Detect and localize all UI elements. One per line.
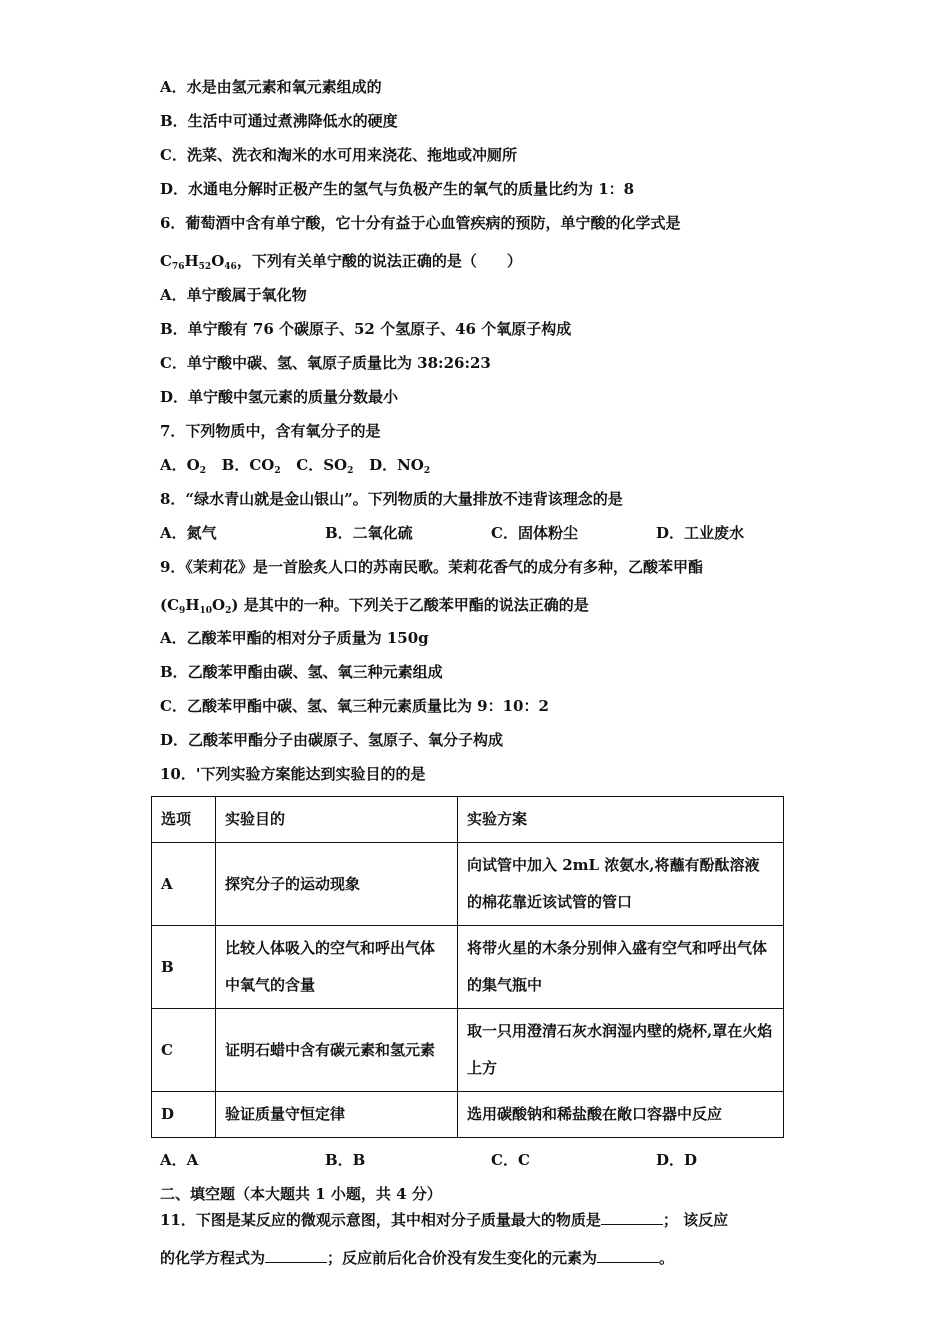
q10-options [160, 1150, 800, 1170]
q8-option-a: A．氮气 [160, 524, 217, 542]
q7-options [160, 455, 430, 475]
table-cell: B [152, 926, 216, 1009]
q10-option-a: A．A [160, 1151, 199, 1169]
table-cell: 探究分子的运动现象 [216, 843, 458, 926]
answer-blank-1[interactable] [601, 1210, 663, 1225]
q11-line-2: 的化学方程式为 ；反应前后化合价没有发生变化的元素为 。 [160, 1249, 675, 1267]
q9-option-b: B．乙酸苯甲酯由碳、氢、氧三种元素组成 [160, 663, 443, 681]
q5-option-d: D．水通电分解时正极产生的氢气与负极产生的氧气的质量比约为 1：8 [160, 180, 635, 198]
q7-option-c: C．$SO_2$ [296, 456, 354, 476]
answer-blank-3[interactable] [597, 1248, 659, 1263]
answer-blank-2[interactable] [265, 1248, 327, 1263]
section-title: 二、填空题（本大题共 1 小题，共 4 分） [160, 1185, 442, 1203]
table-header-cell: 选项 [152, 797, 216, 843]
q6-stem: 6．葡萄酒中含有单宁酸，它十分有益于心血管疾病的预防，单宁酸的化学式是 [160, 214, 681, 232]
table-cell: D [152, 1092, 216, 1138]
q6-option-a: A．单宁酸属于氧化物 [160, 286, 307, 304]
table-row [152, 843, 784, 926]
q5-option-a: A．水是由氢元素和氧元素组成的 [160, 78, 382, 96]
q7-stem: 7．下列物质中，含有氧分子的是 [160, 422, 381, 440]
experiment-table [151, 796, 784, 1138]
table-header-row [152, 797, 784, 843]
table-cell: 验证质量守恒定律 [216, 1092, 458, 1138]
q7-option-b: B．$CO_2$ [221, 456, 281, 476]
table-row [152, 1009, 784, 1092]
q11-line-1: 11．下图是某反应的微观示意图，其中相对分子质量最大的物质是 ； 该反应 [160, 1211, 729, 1229]
table-row [152, 926, 784, 1009]
q5-option-b: B．生活中可通过煮沸降低水的硬度 [160, 112, 398, 130]
table-cell: C [152, 1009, 216, 1092]
q8-options [160, 523, 800, 543]
q9-option-d: D．乙酸苯甲酯分子由碳原子、氢原子、氧分子构成 [160, 731, 504, 749]
q6-option-d: D．单宁酸中氢元素的质量分数最小 [160, 388, 399, 406]
q10-option-b: B．B [325, 1151, 366, 1169]
table-cell: 比较人体吸入的空气和呼出气体中氧气的含量 [216, 926, 458, 1009]
q8-stem: 8．“绿水青山就是金山银山”。下列物质的大量排放不违背该理念的是 [160, 490, 623, 508]
q10-stem: 10．'下列实验方案能达到实验目的的是 [160, 765, 426, 783]
table-cell: 证明石蜡中含有碳元素和氢元素 [216, 1009, 458, 1092]
q8-option-d: D．工业废水 [656, 524, 745, 542]
q9-stem-formula-line: $(C_9H_{10}O_2)$ 是其中的一种。下列关于乙酸苯甲酯的说法正确的是 [160, 596, 589, 616]
q7-option-a: A．$O_2$ [160, 456, 206, 476]
q7-option-d: D．$NO_2$ [369, 456, 431, 476]
table-row [152, 1092, 784, 1138]
q8-option-b: B．二氧化硫 [325, 524, 413, 542]
q8-option-c: C．固体粉尘 [491, 524, 578, 542]
table-header-cell: 实验目的 [216, 797, 458, 843]
q6-option-c: C．单宁酸中碳、氢、氧原子质量比为 38:26:23 [160, 354, 491, 372]
table-cell: A [152, 843, 216, 926]
table-cell: 将带火星的木条分别伸入盛有空气和呼出气体的集气瓶中 [458, 926, 784, 1009]
q6-stem-formula-line: $C_{76}H_{52}O_{46}$，下列有关单宁酸的说法正确的是（ ） [160, 252, 522, 272]
q9-stem: 9．《茉莉花》是一首脍炙人口的苏南民歌。茉莉花香气的成分有多种，乙酸苯甲酯 [160, 558, 703, 576]
q10-option-c: C．C [491, 1151, 530, 1169]
table-cell: 选用碳酸钠和稀盐酸在敞口容器中反应 [458, 1092, 784, 1138]
table-header-cell: 实验方案 [458, 797, 784, 843]
table-cell: 取一只用澄清石灰水润湿内壁的烧杯,罩在火焰上方 [458, 1009, 784, 1092]
q9-option-c: C．乙酸苯甲酯中碳、氢、氧三种元素质量比为 9：10：2 [160, 697, 549, 715]
q9-option-a: A．乙酸苯甲酯的相对分子质量为 150g [160, 629, 429, 647]
q5-option-c: C．洗菜、洗衣和淘米的水可用来浇花、拖地或冲厕所 [160, 146, 517, 164]
q6-option-b: B．单宁酸有 76 个碳原子、52 个氢原子、46 个氧原子构成 [160, 320, 572, 338]
table-cell: 向试管中加入 2mL 浓氨水,将蘸有酚酞溶液的棉花靠近该试管的管口 [458, 843, 784, 926]
q10-option-d: D．D [656, 1151, 698, 1169]
